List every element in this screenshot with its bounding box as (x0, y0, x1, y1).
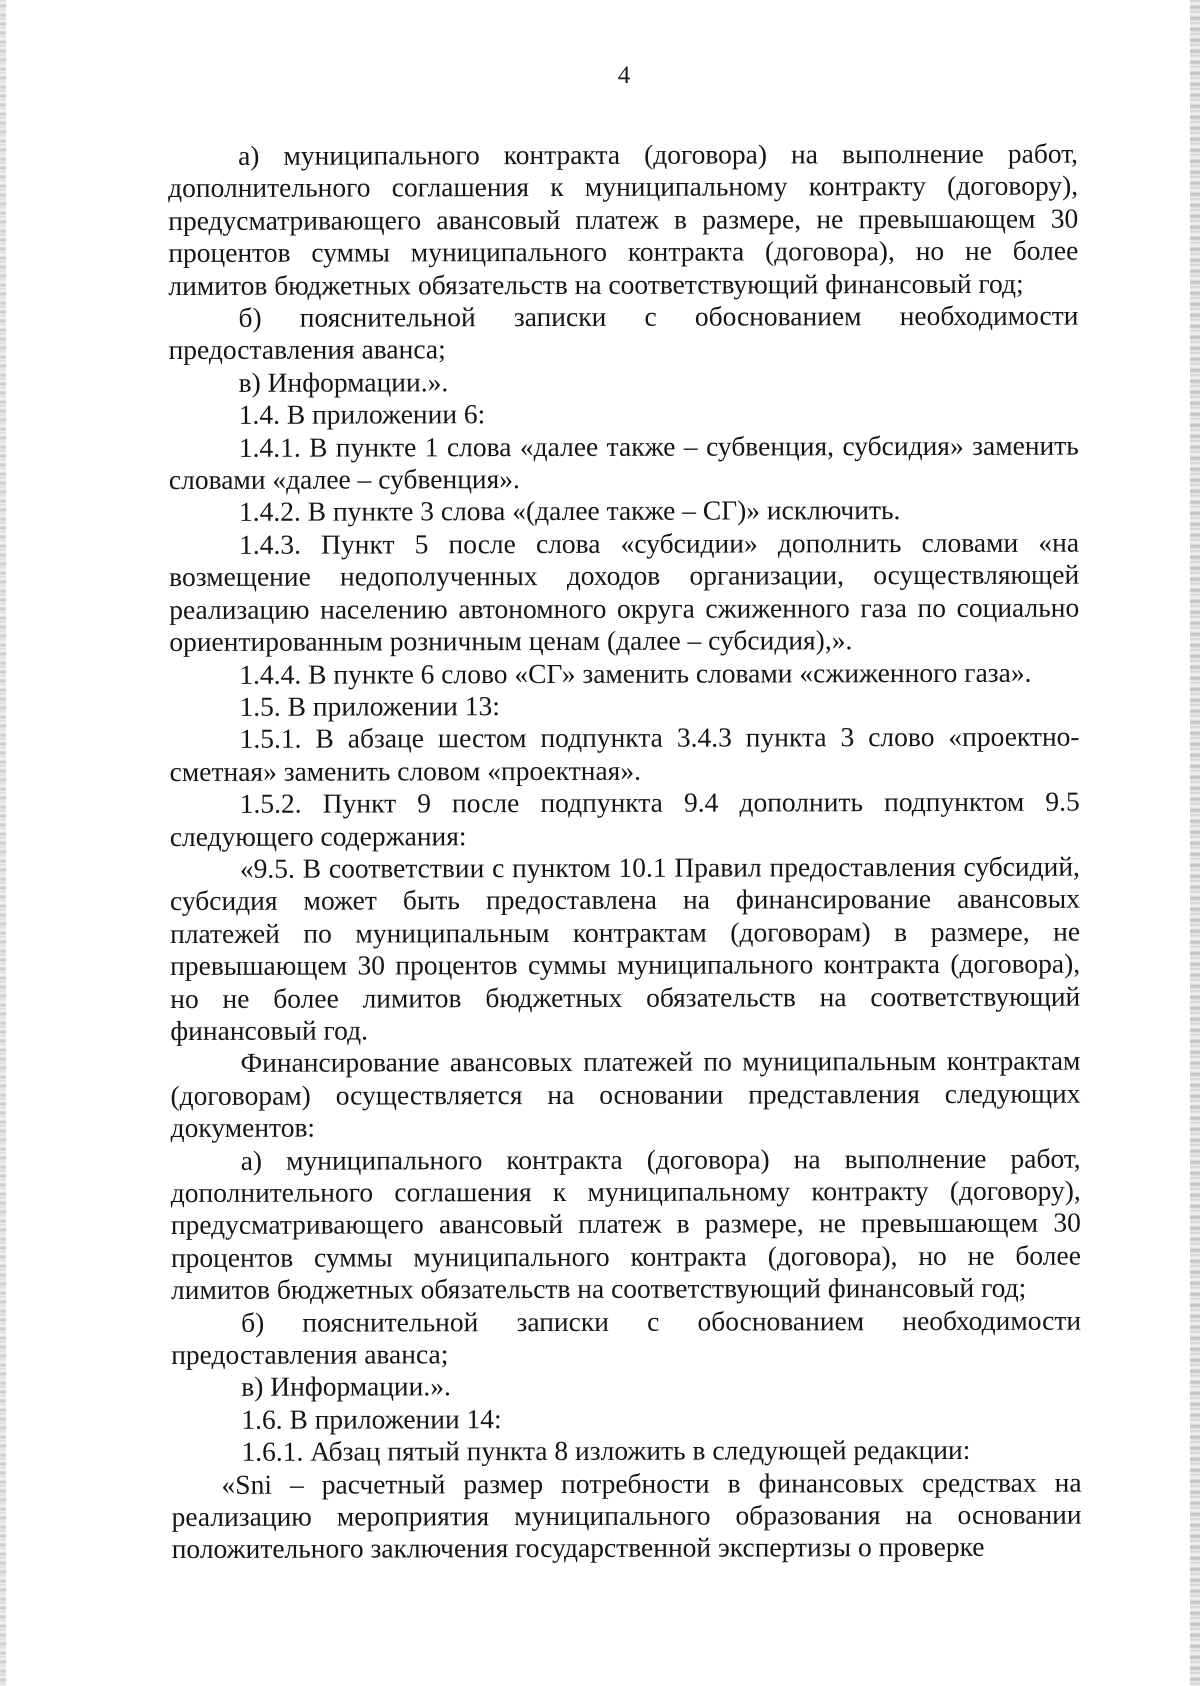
paragraph: 1.4.1. В пункте 1 слова «далее также – субвенция, субсидия» заменить словами «далее – субвенция». (168, 429, 1079, 496)
document-body (168, 138, 1082, 1566)
paragraph: а) муниципального контракта (договора) на выполнение работ, дополнительного соглашения к муниципальному контракту (договору), предусматривающего авансовый платеж в размере, не превышающем 30 процентов суммы муниципального контракта (договора), но не более лимитов бюджетных обязательств на соответствующий финансовый год; (168, 137, 1079, 301)
paragraph: 1.4. В приложении 6: (238, 398, 486, 431)
paragraph: 1.5.1. В абзаце шестом подпункта 3.4.3 пункта 3 слово «проектно-сметная» заменить словом «проектная». (169, 720, 1080, 787)
paragraph: Финансирование авансовых платежей по муниципальным контрактам (договорам) осуществляется на основании представления следующих документов: (170, 1044, 1081, 1144)
scan-edge-right (1190, 0, 1200, 1686)
paragraph: 1.5. В приложении 13: (239, 690, 500, 722)
paragraph: а) муниципального контракта (договора) на выполнение работ, дополнительного соглашения к муниципальному контракту (договору), предусматривающего авансовый платеж в размере, не превышающем 30 процентов суммы муниципального контракта (договора), но не более лимитов бюджетных обязательств на соответствующий финансовый год; (170, 1142, 1081, 1306)
paragraph: в) Информации.». (238, 366, 449, 398)
page-number: 4 (617, 62, 631, 89)
paragraph: 1.4.4. В пункте 6 слово «СГ» заменить словами «сжиженного газа». (239, 656, 1032, 690)
paragraph: 1.4.2. В пункте 3 слова «(далее также – СГ)» исключить. (238, 494, 901, 528)
scan-edge-left (0, 0, 6, 1686)
paragraph: б) пояснительной записки с обоснованием необходимости предоставления аванса; (171, 1304, 1082, 1371)
paragraph: «Sni – расчетный размер потребности в финансовых средствах на реализацию мероприятия муниципального образования на основании положительного заключения государственной экспертизы о проверке (171, 1466, 1082, 1565)
paragraph: 1.6.1. Абзац пятый пункта 8 изложить в следующей редакции: (241, 1434, 971, 1468)
paragraph: в) Информации.». (241, 1370, 451, 1403)
paragraph: «9.5. В соответствии с пунктом 10.1 Правил предоставления субсидий, субсидия может быть предоставлена на финансирование авансовых платежей по муниципальным контрактам (договорам) в размере, не превышающем 30 процентов суммы муниципального контракта (договора), но не более лимитов бюджетных обязательств на соответствующий финансовый год. (169, 850, 1081, 1046)
paragraph: б) пояснительной записки с обоснованием необходимости предоставления аванса; (168, 299, 1079, 366)
paragraph: 1.5.2. Пункт 9 после подпункта 9.4 дополнить подпунктом 9.5 следующего содержания: (169, 785, 1080, 852)
paragraph: 1.6. В приложении 14: (241, 1402, 502, 1435)
paragraph: 1.4.3. Пункт 5 после слова «субсидии» дополнить словами «на возмещение недополученных доходов организации, осуществляющей реализацию населению автономного округа сжиженного газа по социально ориентированным розничным ценам (далее – субсидия),». (169, 526, 1080, 658)
